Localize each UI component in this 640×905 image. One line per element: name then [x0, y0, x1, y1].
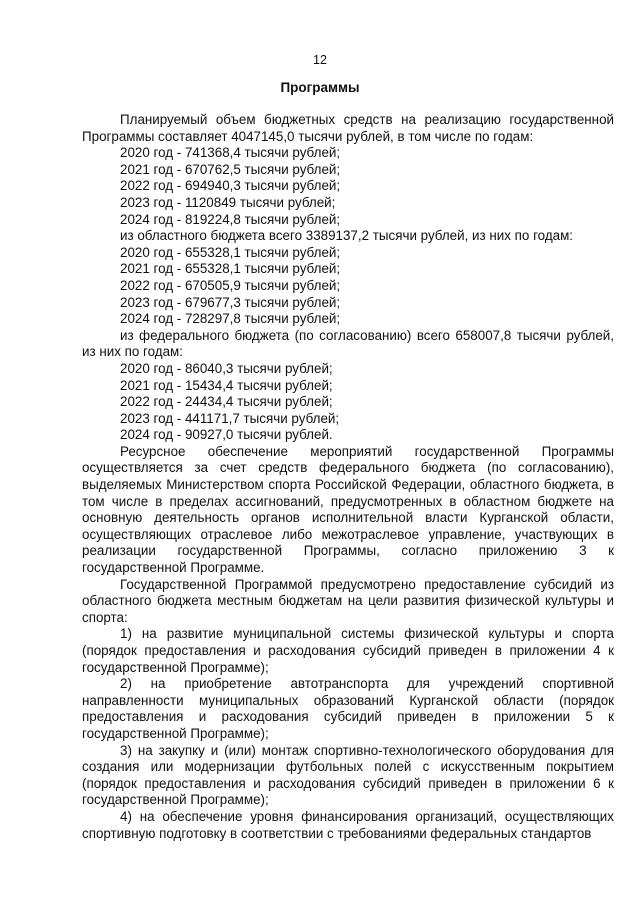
regional-year-2022: 2022 год - 670505,9 тысячи рублей;	[120, 277, 341, 293]
subsidy-item-1: 1) на развитие муниципальной системы физической культуры и спорта (порядок предоставления и расходования субсидий приведен в приложении 4 к государственной Программе);	[82, 626, 614, 675]
total-year-2021: 2021 год - 670762,5 тысячи рублей;	[120, 161, 341, 177]
total-year-2024: 2024 год - 819224,8 тысячи рублей;	[120, 211, 341, 227]
federal-budget-intro: из федерального бюджета (по согласованию) всего 658007,8 тысячи рублей, из них по годам:	[82, 327, 614, 360]
regional-year-2023: 2023 год - 679677,3 тысячи рублей;	[120, 294, 341, 310]
federal-year-2022: 2022 год - 24434,4 тысячи рублей;	[120, 394, 333, 410]
federal-year-2024: 2024 год - 90927,0 тысячи рублей.	[120, 427, 333, 443]
federal-year-2023: 2023 год - 441171,7 тысячи рублей;	[120, 410, 340, 426]
intro-paragraph: Планируемый объем бюджетных средств на реализацию государственной Программы составляет 4047145,0 тысячи рублей, в том числе по годам:	[82, 112, 614, 144]
federal-year-2020: 2020 год - 86040,3 тысячи рублей;	[120, 360, 333, 376]
section-title: Программы	[280, 80, 360, 95]
subsidies-intro-paragraph: Государственной Программой предусмотрено предоставление субсидий из областного бюджета местным бюджетам на цели развития физической культуры и спорта:	[82, 576, 614, 625]
regional-year-2024: 2024 год - 728297,8 тысячи рублей;	[120, 311, 341, 327]
document-body	[82, 112, 614, 842]
total-year-2020: 2020 год - 741368,4 тысячи рублей;	[120, 145, 341, 161]
total-year-2023: 2023 год - 1120849 тысячи рублей;	[120, 194, 336, 210]
resources-paragraph: Ресурсное обеспечение мероприятий государственной Программы осуществляется за счет средств федерального бюджета (по согласованию), выделяемых Министерством спорта Российской Федерации, областного бюджета, в том числе в пределах ассигнований, предусмотренных в областном бюджете на основную деятельность органов исполнительной власти Курганской области, осуществляющих отраслевое либо межотраслевое управление, участвующих в реализации государственной Программы, согласно приложению 3 к государственной Программе.	[82, 443, 614, 576]
federal-year-2021: 2021 год - 15434,4 тысячи рублей;	[120, 377, 333, 393]
total-year-2022: 2022 год - 694940,3 тысячи рублей;	[120, 178, 341, 194]
subsidy-item-4: 4) на обеспечение уровня финансирования организаций, осуществляющих спортивную подготовку в соответствии с требованиями федеральных стандартов	[82, 808, 614, 841]
page-number: 12	[313, 53, 327, 67]
regional-year-2020: 2020 год - 655328,1 тысячи рублей;	[120, 244, 341, 260]
subsidy-item-3: 3) на закупку и (или) монтаж спортивно-технологического оборудования для создания или модернизации футбольных полей с искусственным покрытием (порядок предоставления и расходования субсидий приведен в приложении 6 к государственной Программе);	[82, 742, 614, 808]
regional-budget-intro: из областного бюджета всего 3389137,2 тысячи рублей, из них по годам:	[120, 228, 574, 244]
regional-year-2021: 2021 год - 655328,1 тысячи рублей;	[120, 261, 341, 277]
subsidy-item-2: 2) на приобретение автотранспорта для учреждений спортивной направленности муниципальных образований Курганской области (порядок предоставления и расходования субсидий приведен в приложении 5 к государственной Программе);	[82, 676, 614, 741]
